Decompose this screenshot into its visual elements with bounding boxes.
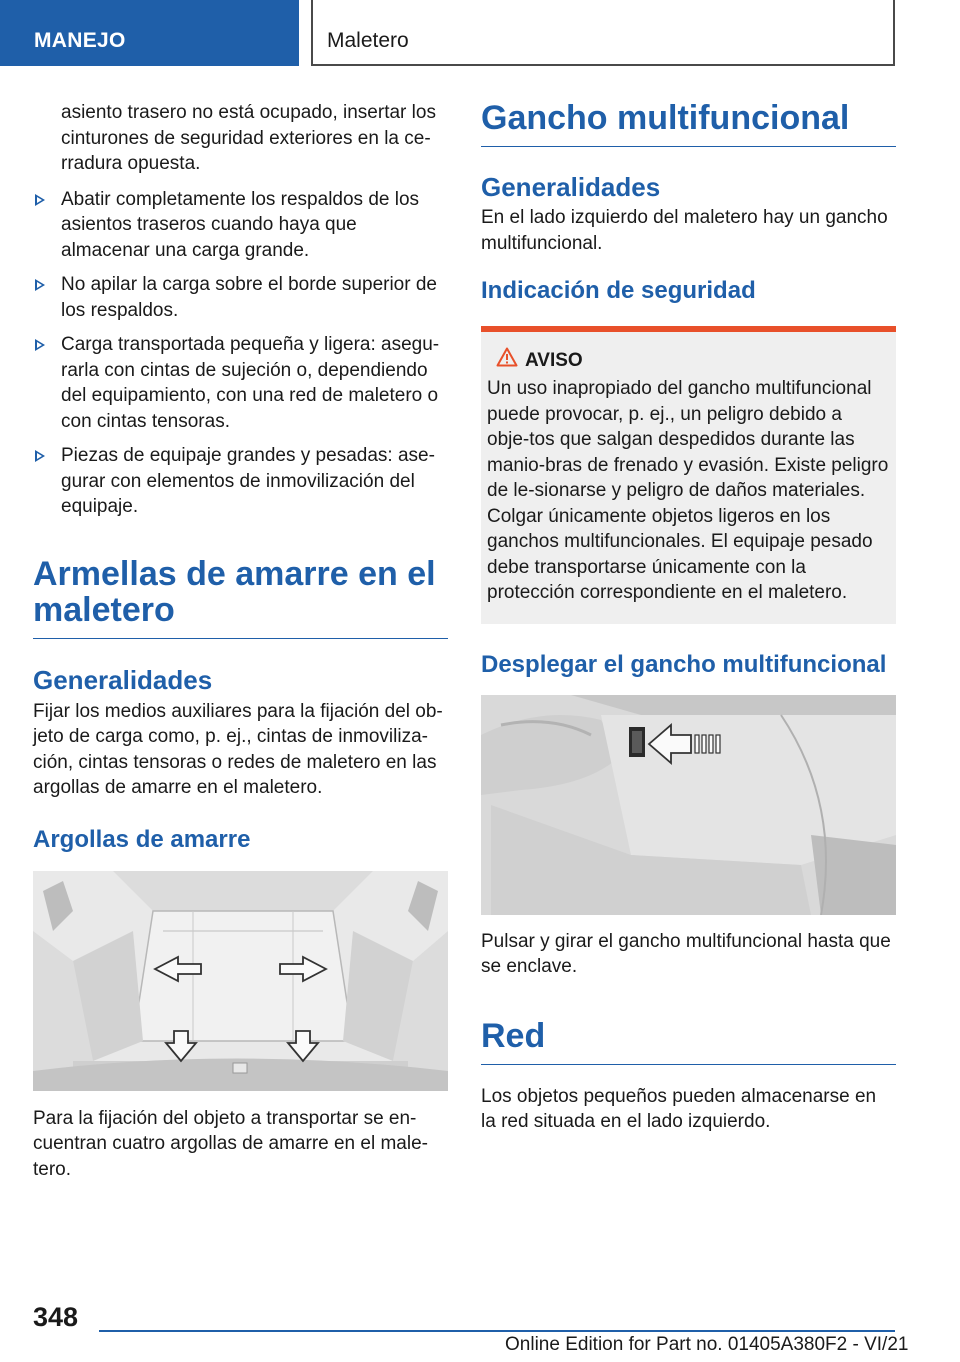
hook-illustration [481, 695, 896, 915]
red-text: Los objetos pequeños pueden almacenarse en la red situada en el lado izquierdo. [481, 1085, 877, 1132]
bullet-item [33, 272, 448, 323]
chapter-title: Maletero [327, 29, 409, 52]
bullet-text: Carga transportada pequeña y ligera: asegu-rarla con cintas de sujeción o, dependiendo del equipamiento, con una red de maletero o con cintas tensoras. [61, 334, 440, 432]
triangle-bullet-icon [35, 279, 45, 291]
heading-armellas: Armellas de amarre en el maletero [33, 556, 448, 639]
footer-divider [99, 1330, 895, 1332]
section-tab [0, 0, 299, 66]
generalidades-right-text: En el lado izquierdo del maletero hay un gancho multifuncional. [481, 207, 888, 254]
triangle-bullet-icon [35, 450, 45, 462]
right-column [481, 100, 896, 1135]
heading-red: Red [481, 1018, 896, 1065]
chapter-tab [311, 0, 895, 66]
warning-triangle-icon [496, 347, 518, 367]
bullet-item [33, 187, 448, 264]
footer-edition: Online Edition for Part no. 01405A380F2 - VI/21 [505, 1334, 909, 1355]
argollas-caption: Para la fijación del objeto a transportar se en-cuentran cuatro argollas de amarre en el male-tero. [33, 1107, 428, 1180]
warning-header [487, 349, 889, 373]
intro-continuation: asiento trasero no está ocupado, insertar los cinturones de seguridad exteriores en la ce-rradura opuesta. [61, 102, 436, 174]
bullet-text: No apilar la carga sobre el borde superior de los respaldos. [61, 274, 437, 321]
multifunction-hook-image [481, 695, 896, 915]
bullet-text: Piezas de equipaje grandes y pesadas: ase-gurar con elementos de inmovilización del equipaje. [61, 445, 435, 517]
bullet-text: Abatir completamente los respaldos de los asientos traseros cuando haya que almacenar una carga grande. [61, 188, 420, 261]
section-title: MANEJO [34, 29, 126, 52]
heading-generalidades-right: Generalidades [481, 172, 661, 202]
warning-label: AVISO [525, 350, 583, 371]
heading-seguridad: Indicación de seguridad [481, 277, 756, 304]
warning-text: Un uso inapropiado del gancho multifuncional puede provocar, p. ej., un peligro debido a obje-tos que salgan despedidos durante las manio-bras de frenado y evasión. Existe peligro de le-sionarse y peligro de daños materiales. Colgar únicamente objetos ligeros en los ganchos multifuncionales. El equipaje pesado debe transportarse únicamente con la protección correspondiente en el maletero. [487, 378, 889, 603]
heading-argollas: Argollas de amarre [33, 825, 251, 853]
desplegar-caption: Pulsar y girar el gancho multifuncional hasta que se enclave. [481, 930, 891, 977]
triangle-bullet-icon [35, 194, 45, 206]
heading-generalidades-left: Generalidades [33, 664, 213, 695]
warning-box [481, 326, 896, 624]
bullet-item [33, 332, 448, 434]
trunk-lashing-eyes-image [33, 871, 448, 1091]
left-column [33, 100, 448, 1182]
trunk-illustration [33, 871, 448, 1091]
page-number: 348 [33, 1302, 79, 1332]
heading-desplegar: Desplegar el gancho multifuncional [481, 650, 887, 678]
heading-gancho: Gancho multifuncional [481, 100, 896, 147]
bullet-item [33, 443, 448, 520]
triangle-bullet-icon [35, 339, 45, 351]
generalidades-left-text: Fijar los medios auxiliares para la fijación del ob-jeto de carga como, p. ej., cintas de inmoviliza-ción, cintas tensoras o redes de maletero en las argollas de amarre en el maletero. [33, 700, 443, 798]
